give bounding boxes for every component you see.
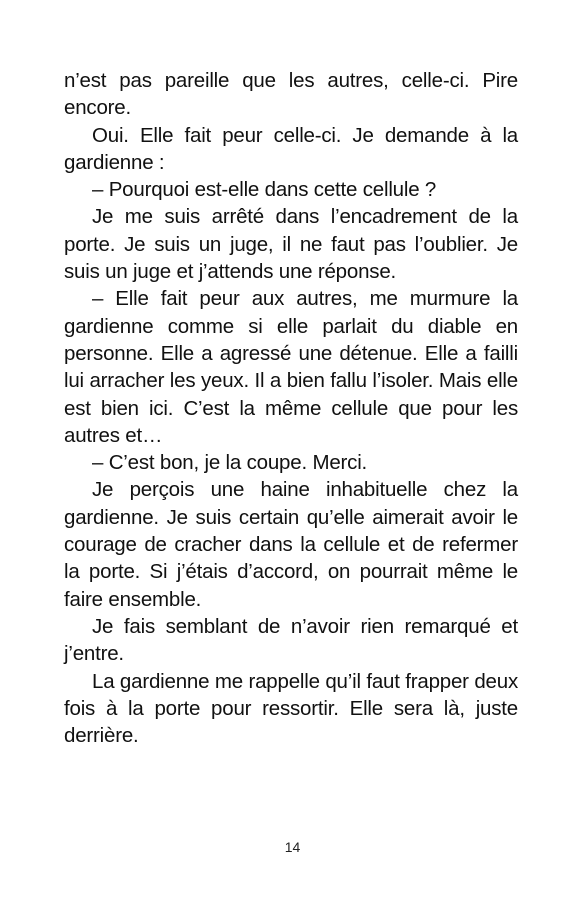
body-text [64, 67, 518, 749]
paragraph-4: Je me suis arrêté dans l’encadrement de la porte. Je suis un juge, il ne faut pas l’oublier. Je suis un juge et j’attends une réponse. [64, 205, 518, 284]
paragraph-3: – Pourquoi est-elle dans cette cellule ? [92, 178, 437, 202]
paragraph-8: Je fais semblant de n’avoir rien remarqué et j’entre. [64, 614, 518, 666]
paragraph-7: Je perçois une haine inhabituelle chez la gardienne. Je suis certain qu’elle aimerait avoir le courage de cracher dans la cellule et de refermer la porte. Si j’étais d’accord, on pourrait même le faire ensemble. [64, 478, 518, 611]
paragraph-5: – Elle fait peur aux autres, me murmure la gardienne comme si elle parlait du diable en personne. Elle a agressé une détenue. Elle a failli lui arracher les yeux. Il a bien fallu l’isoler. Mais elle est bien ici. C’est la même cellule que pour les autres et… [64, 287, 518, 447]
paragraph-9: La gardienne me rappelle qu’il faut frapper deux fois à la porte pour ressortir. Elle sera là, juste derrière. [64, 669, 518, 748]
paragraph-2: Oui. Elle fait peur celle-ci. Je demande à la gardienne : [64, 123, 518, 174]
paragraph-6: – C’est bon, je la coupe. Merci. [92, 451, 368, 475]
paragraph-1: n’est pas pareille que les autres, celle-ci. Pire encore. [64, 69, 518, 120]
page-number: 14 [284, 839, 301, 855]
